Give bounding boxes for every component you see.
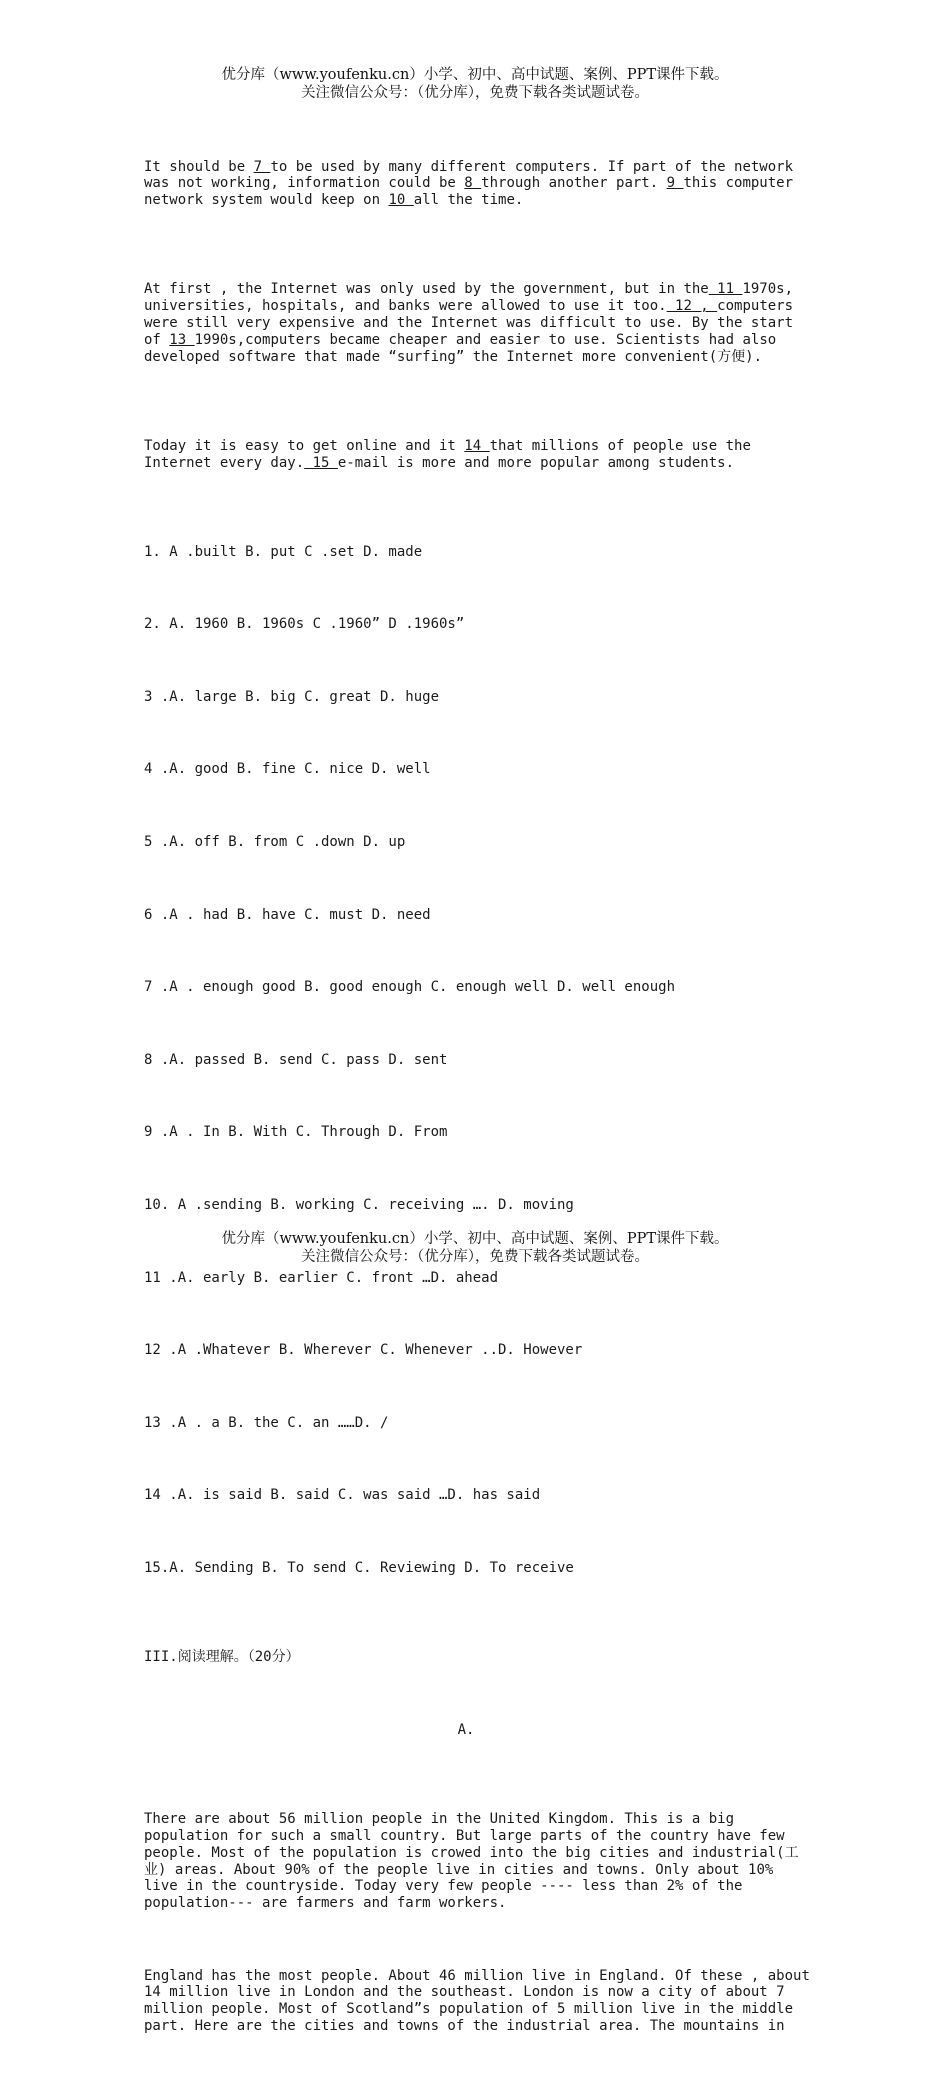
document-body [144, 125, 814, 2074]
text: to be used by many different computers. If part of the network was not working, information could be [144, 158, 794, 192]
footer-line-1: 优分库（www.youfenku.cn）小学、初中、高中试题、案例、PPT课件下载。 [221, 1231, 729, 1247]
blank-13: 13 [169, 331, 195, 348]
option-line-15: 15.A. Sending B. To send C. Reviewing D. To receive [144, 1559, 574, 1576]
text: e-mail is more and more popular among students. [337, 454, 735, 471]
option-line-2: 2. A. 1960 B. 1960s C .1960” D .1960s” [144, 616, 465, 633]
passage-paragraph-1 [144, 159, 814, 209]
option-line-4: 4 .A. good B. fine C. nice D. well [144, 761, 431, 778]
text: 1990s,computers became cheaper and easier to use. Scientists had also developed software that made “surfing” the Internet more convenient(方便). [144, 331, 777, 365]
option-line-1: 1. A .built B. put C .set D. made [144, 543, 423, 560]
text: computers were still very expensive and the Internet was difficult to use. By the start of [144, 298, 794, 348]
text: all the time. [413, 192, 524, 209]
text: At first , the Internet was only used by the government, but in the [144, 281, 709, 298]
page-header [0, 66, 950, 102]
option-line-6: 6 .A . had B. have C. must D. need [144, 906, 431, 923]
section-title: III.阅读理解。（20分） [144, 1649, 300, 1666]
text: 1970s, universities, hospitals, and banks were allowed to use it too. [144, 281, 794, 315]
option-line-9: 9 .A . In B. With C. Through D. From [144, 1124, 448, 1141]
header-line-1: 优分库（www.youfenku.cn）小学、初中、高中试题、案例、PPT课件下载。 [221, 67, 729, 83]
text: Today it is easy to get online and it [144, 437, 465, 454]
reading-paragraph-2: England has the most people. About 46 million live in England. Of these , about 14 million live in London and the southeast. London is now a city of about 7 million people. Most of Scotland”s population of 5 million live in the middle part. Here are the cities and towns of the industrial area. The mountains in [144, 1967, 810, 2034]
footer-line-2: 关注微信公众号：（优分库），免费下载各类试题试卷。 [301, 1249, 649, 1265]
text: through another part. [481, 175, 667, 192]
passage-paragraph-3 [144, 438, 814, 472]
option-line-8: 8 .A. passed B. send C. pass D. sent [144, 1051, 448, 1068]
option-line-5: 5 .A. off B. from C .down D. up [144, 834, 406, 851]
text: It should be [144, 158, 254, 175]
blank-9: 9 [666, 175, 684, 192]
blank-11: 11 [708, 281, 743, 298]
option-line-14: 14 .A. is said B. said C. was said …D. has said [144, 1487, 541, 1504]
page-footer [0, 1230, 950, 1266]
header-line-2: 关注微信公众号：（优分库），免费下载各类试题试卷。 [301, 85, 649, 101]
option-line-7: 7 .A . enough good B. good enough C. enough well D. well enough [144, 979, 676, 996]
option-line-13: 13 .A . a B. the C. an ……D. / [144, 1414, 389, 1431]
blank-8: 8 [464, 175, 482, 192]
part-label: A. [457, 1721, 475, 1738]
text: that millions of people use the Internet every day. [144, 437, 751, 471]
blank-10: 10 [388, 192, 414, 209]
reading-paragraph-1: There are about 56 million people in the United Kingdom. This is a big population for such a small country. But large parts of the country have few people. Most of the population is crowed into the big cities and industrial(工 业) areas. About 90% of the people live in cities and towns. Only about 10% live in the countryside. Today very few people ---- less than 2% of the population--- are farmers and farm workers. [144, 1811, 799, 1912]
option-line-11: 11 .A. early B. earlier C. front …D. ahead [144, 1269, 499, 1286]
text: this computer network system would keep on [144, 175, 794, 209]
blank-7: 7 [253, 158, 271, 175]
blank-12: 12 , [666, 298, 718, 315]
option-line-12: 12 .A .Whatever B. Wherever C. Whenever ..D. However [144, 1342, 583, 1359]
passage-paragraph-2 [144, 281, 814, 365]
option-line-10: 10. A .sending B. working C. receiving …. D. moving [144, 1196, 574, 1213]
blank-15: 15 [304, 454, 338, 471]
option-line-3: 3 .A. large B. big C. great D. huge [144, 688, 440, 705]
blank-14: 14 [464, 437, 490, 454]
